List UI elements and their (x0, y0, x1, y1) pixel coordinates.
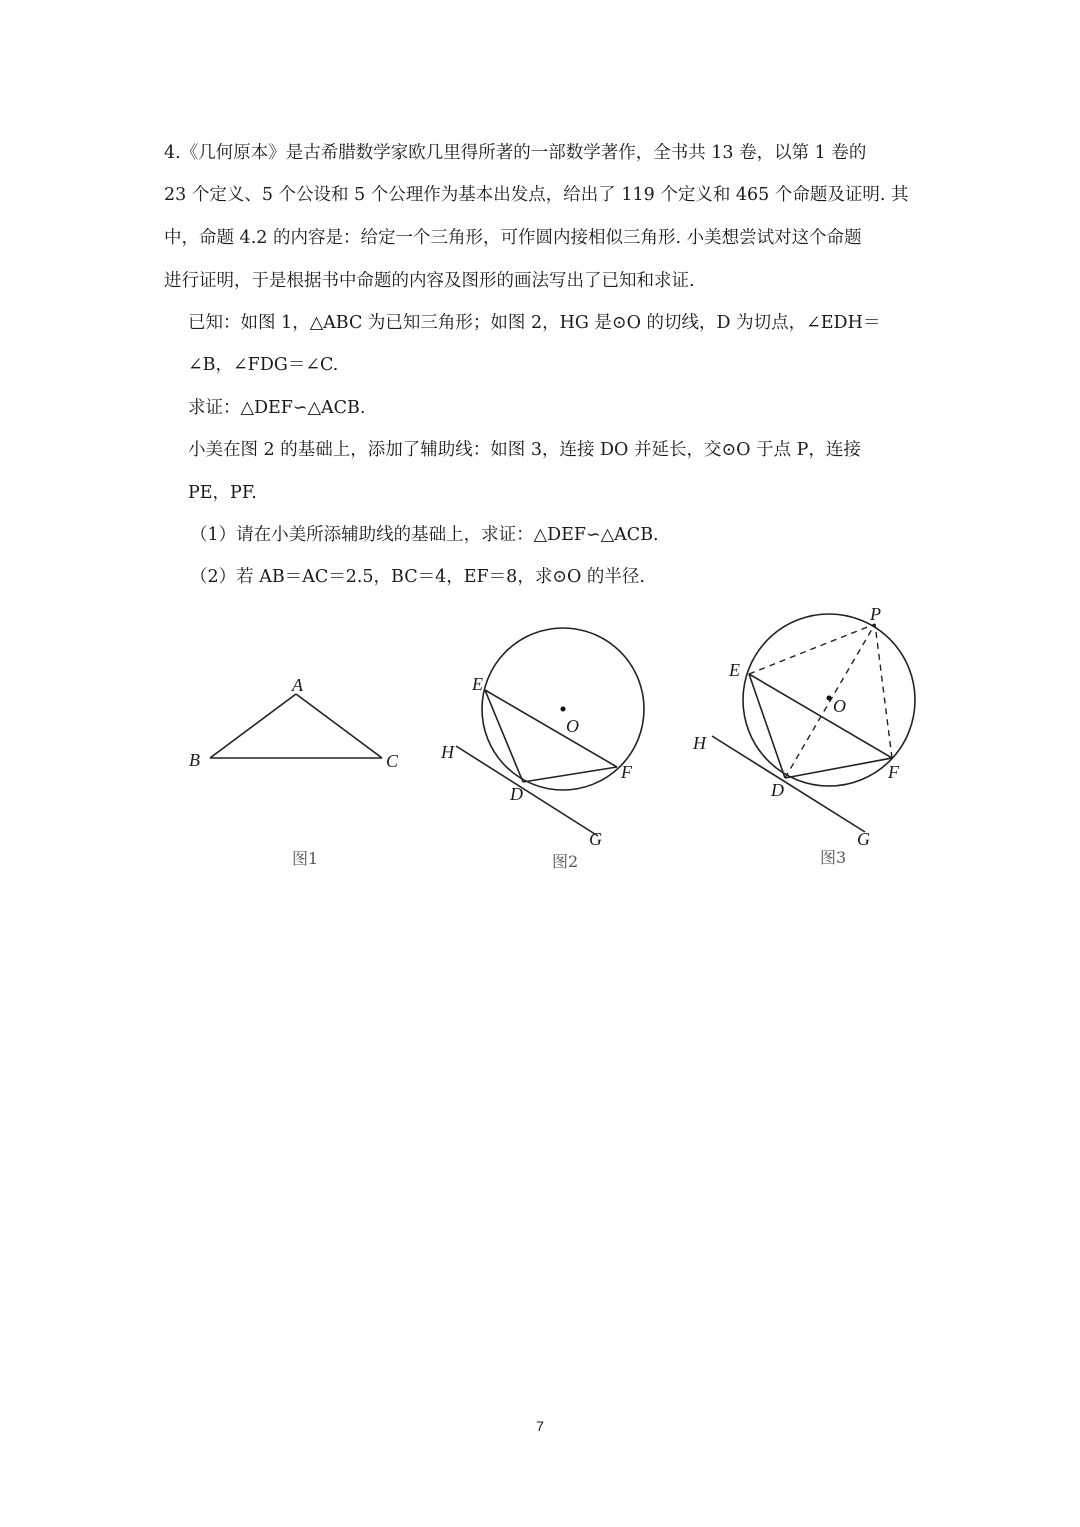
segment-df (785, 758, 892, 778)
tangent-line-hg (456, 746, 598, 836)
label-g: G (857, 829, 870, 849)
given-line-2: ∠B，∠FDG＝∠C. (188, 355, 339, 375)
label-d: D (510, 784, 523, 804)
problem-line-3: 中，命题 4.2 的内容是：给定一个三角形，可作圆内接相似三角形. 小美想尝试对这个命题 (164, 228, 862, 248)
label-f: F (621, 762, 632, 782)
auxiliary-line-1: 小美在图 2 的基础上，添加了辅助线：如图 3，连接 DO 并延长，交⊙O 于点 P，连接 (188, 440, 861, 460)
figure-1-triangle (180, 670, 410, 780)
question-1: （1）请在小美所添辅助线的基础上，求证：△DEF∽△ACB. (190, 525, 659, 545)
label-o: O (833, 696, 846, 716)
auxiliary-line-2: PE，PF. (188, 483, 257, 503)
label-b: B (189, 750, 200, 770)
problem-line-1: 4.《几何原本》是古希腊数学家欧几里得所著的一部数学著作，全书共 13 卷，以第 1 卷的 (164, 143, 867, 163)
problem-line-4: 进行证明，于是根据书中命题的内容及图形的画法写出了已知和求证. (164, 271, 695, 291)
figure-3-auxiliary-lines (688, 602, 928, 852)
label-h: H (693, 733, 706, 753)
label-h: H (441, 742, 454, 762)
page-number: 7 (536, 1418, 544, 1434)
given-line-1: 已知：如图 1，△ABC 为已知三角形；如图 2，HG 是⊙O 的切线，D 为切点，∠EDH＝ (188, 313, 881, 333)
question-2: （2）若 AB＝AC＝2.5，BC＝4，EF＝8，求⊙O 的半径. (190, 567, 645, 587)
label-e: E (472, 674, 483, 694)
label-d: D (771, 780, 784, 800)
figure-1-caption: 图1 (292, 849, 319, 868)
figure-2-circle-tangent (435, 620, 660, 850)
problem-line-2: 23 个定义、5 个公设和 5 个公理作为基本出发点，给出了 119 个定义和 465 个命题及证明. 其 (164, 185, 909, 205)
label-g: G (589, 829, 602, 849)
label-e: E (729, 660, 740, 680)
segment-ab (210, 694, 296, 758)
dashed-segment-pe (749, 624, 875, 674)
prove-statement: 求证：△DEF∽△ACB. (188, 398, 366, 418)
segment-ac (296, 694, 382, 758)
label-o: O (566, 716, 579, 736)
segment-ef (485, 690, 617, 767)
label-p: P (870, 604, 881, 624)
figure-2-caption: 图2 (552, 852, 579, 871)
label-a: A (292, 675, 303, 695)
center-o-dot (561, 707, 566, 712)
dashed-segment-dp (785, 624, 875, 778)
label-f: F (888, 762, 899, 782)
figure-3-caption: 图3 (820, 848, 847, 867)
tangent-line-hg (712, 736, 865, 832)
dashed-segment-pf (875, 624, 892, 758)
label-c: C (386, 751, 399, 771)
